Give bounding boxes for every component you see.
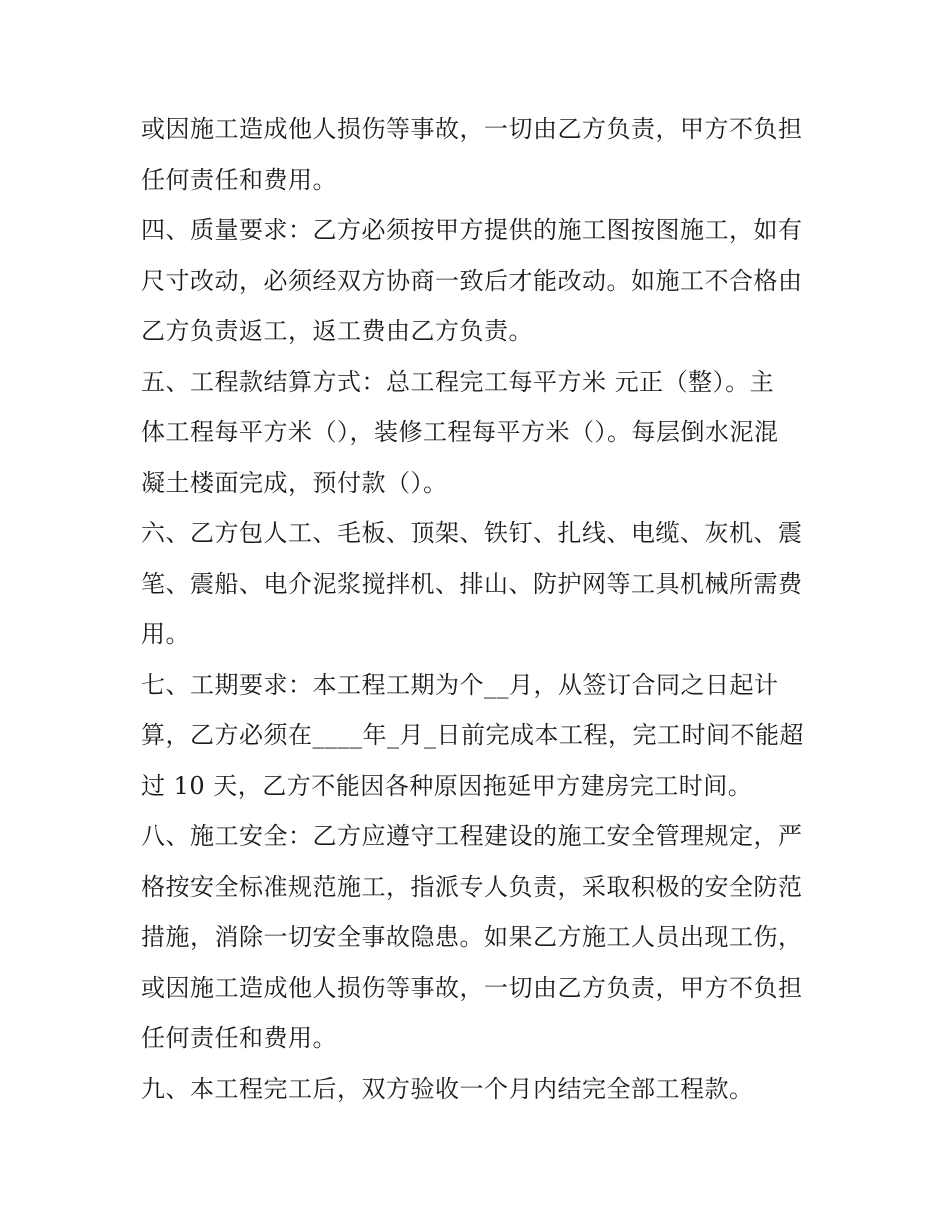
text-line: 任何责任和费用。 xyxy=(141,165,337,194)
document-body xyxy=(141,104,821,1114)
text-line: 措施，消除一切安全事故隐患。如果乙方施工人员出现工伤， xyxy=(141,923,803,951)
text-line: 乙方负责返工，返工费由乙方负责。 xyxy=(141,317,533,345)
text-line: 过 10 天，乙方不能因各种原因拖延甲方建房完工时间。 xyxy=(141,771,753,800)
text-line: 笔、震船、电介泥浆搅拌机、排山、防护网等工具机械所需费 xyxy=(141,569,803,598)
text-line: 或因施工造成他人损伤等事故，一切由乙方负责，甲方不负担 xyxy=(141,115,803,143)
text-line: 用。 xyxy=(141,620,190,648)
text-line: 五、工程款结算方式：总工程完工每平方米 元正（整）。主 xyxy=(141,367,775,396)
text-line: 尺寸改动，必须经双方协商一致后才能改动。如施工不合格由 xyxy=(141,266,803,295)
text-line: 九、本工程完工后，双方验收一个月内结完全部工程款。 xyxy=(141,1074,754,1103)
text-line: 八、施工安全：乙方应遵守工程建设的施工安全管理规定，严 xyxy=(141,822,803,850)
text-line: 算，乙方必须在____年_月_日前完成本工程，完工时间不能超 xyxy=(141,721,804,749)
text-line: 四、质量要求：乙方必须按甲方提供的施工图按图施工，如有 xyxy=(141,216,803,244)
text-line: 任何责任和费用。 xyxy=(141,1024,337,1052)
text-line: 体工程每平方米（），装修工程每平方米（）。每层倒水泥混 xyxy=(141,418,779,446)
text-line: 六、乙方包人工、毛板、顶架、铁钉、扎线、电缆、灰机、震 xyxy=(141,519,803,547)
text-line: 格按安全标准规范施工，指派专人负责，采取积极的安全防范 xyxy=(141,872,803,901)
text-line: 或因施工造成他人损伤等事故，一切由乙方负责，甲方不负担 xyxy=(141,973,803,1002)
text-line: 七、工期要求：本工程工期为个__月，从签订合同之日起计 xyxy=(141,670,779,699)
text-line: 凝土楼面完成，预付款（）。 xyxy=(141,468,448,497)
